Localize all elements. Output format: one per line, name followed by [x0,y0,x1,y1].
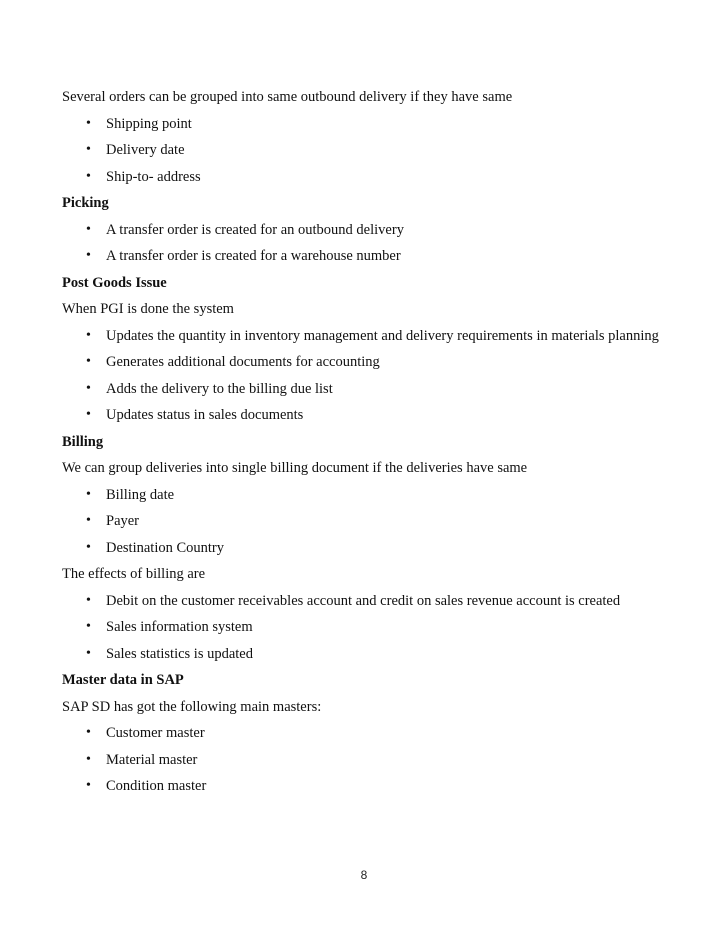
page-number: 8 [360,868,368,882]
bullet-icon: • [86,725,91,740]
billing-effects-list [62,588,672,668]
bullet-icon: • [86,778,91,793]
list-item: • Generates additional documents for accounting [62,349,672,376]
list-item: • Updates status in sales documents [62,402,672,429]
bullet-icon: • [86,513,91,528]
billing-criteria-list [62,482,672,562]
billing-heading: Billing [62,433,104,450]
list-item: • Condition master [62,773,672,800]
delivery-intro: Several orders can be grouped into same outbound delivery if they have same [62,89,513,105]
pgi-intro: When PGI is done the system [62,301,234,317]
bullet-icon: • [86,619,91,634]
bullet-icon: • [86,592,91,608]
list-item: • Delivery date [62,137,672,164]
billing-effects-intro: The effects of billing are [62,566,206,582]
master-data-list [62,720,672,800]
list-item: • Debit on the customer receivables account and credit on sales revenue account is created [62,588,672,615]
list-item: • Payer [62,508,672,535]
pgi-list [62,323,672,429]
bullet-icon: • [86,115,91,131]
master-data-intro: SAP SD has got the following main masters: [62,698,322,715]
list-item: • Sales information system [62,614,672,641]
list-item: • Material master [62,747,672,774]
list-item: • Ship-to- address [62,164,672,191]
bullet-icon: • [86,354,91,369]
picking-list [62,217,672,270]
pgi-heading: Post Goods Issue [62,274,167,291]
list-item: • Updates the quantity in inventory management and delivery requirements in materials planning [62,323,672,350]
bullet-icon: • [86,168,91,184]
list-item: • Adds the delivery to the billing due list [62,376,672,403]
bullet-icon: • [86,221,91,237]
bullet-icon: • [86,645,91,661]
master-data-heading: Master data in SAP [62,672,184,688]
list-item: • Billing date [62,482,672,509]
bullet-icon: • [86,248,91,263]
delivery-criteria-list [62,111,672,191]
picking-heading: Picking [62,195,109,211]
list-item: • Destination Country [62,535,672,562]
bullet-icon: • [86,486,91,502]
list-item: • A transfer order is created for an outbound delivery [62,217,672,244]
bullet-icon: • [86,142,91,157]
list-item: • A transfer order is created for a warehouse number [62,243,672,270]
bullet-icon: • [86,539,91,555]
bullet-icon: • [86,327,91,343]
bullet-icon: • [86,751,91,767]
billing-intro: We can group deliveries into single billing document if the deliveries have same [62,460,528,476]
list-item: • Sales statistics is updated [62,641,672,668]
list-item: • Customer master [62,720,672,747]
bullet-icon: • [86,380,91,396]
page-content [62,84,672,800]
bullet-icon: • [86,407,91,422]
list-item: • Shipping point [62,111,672,138]
